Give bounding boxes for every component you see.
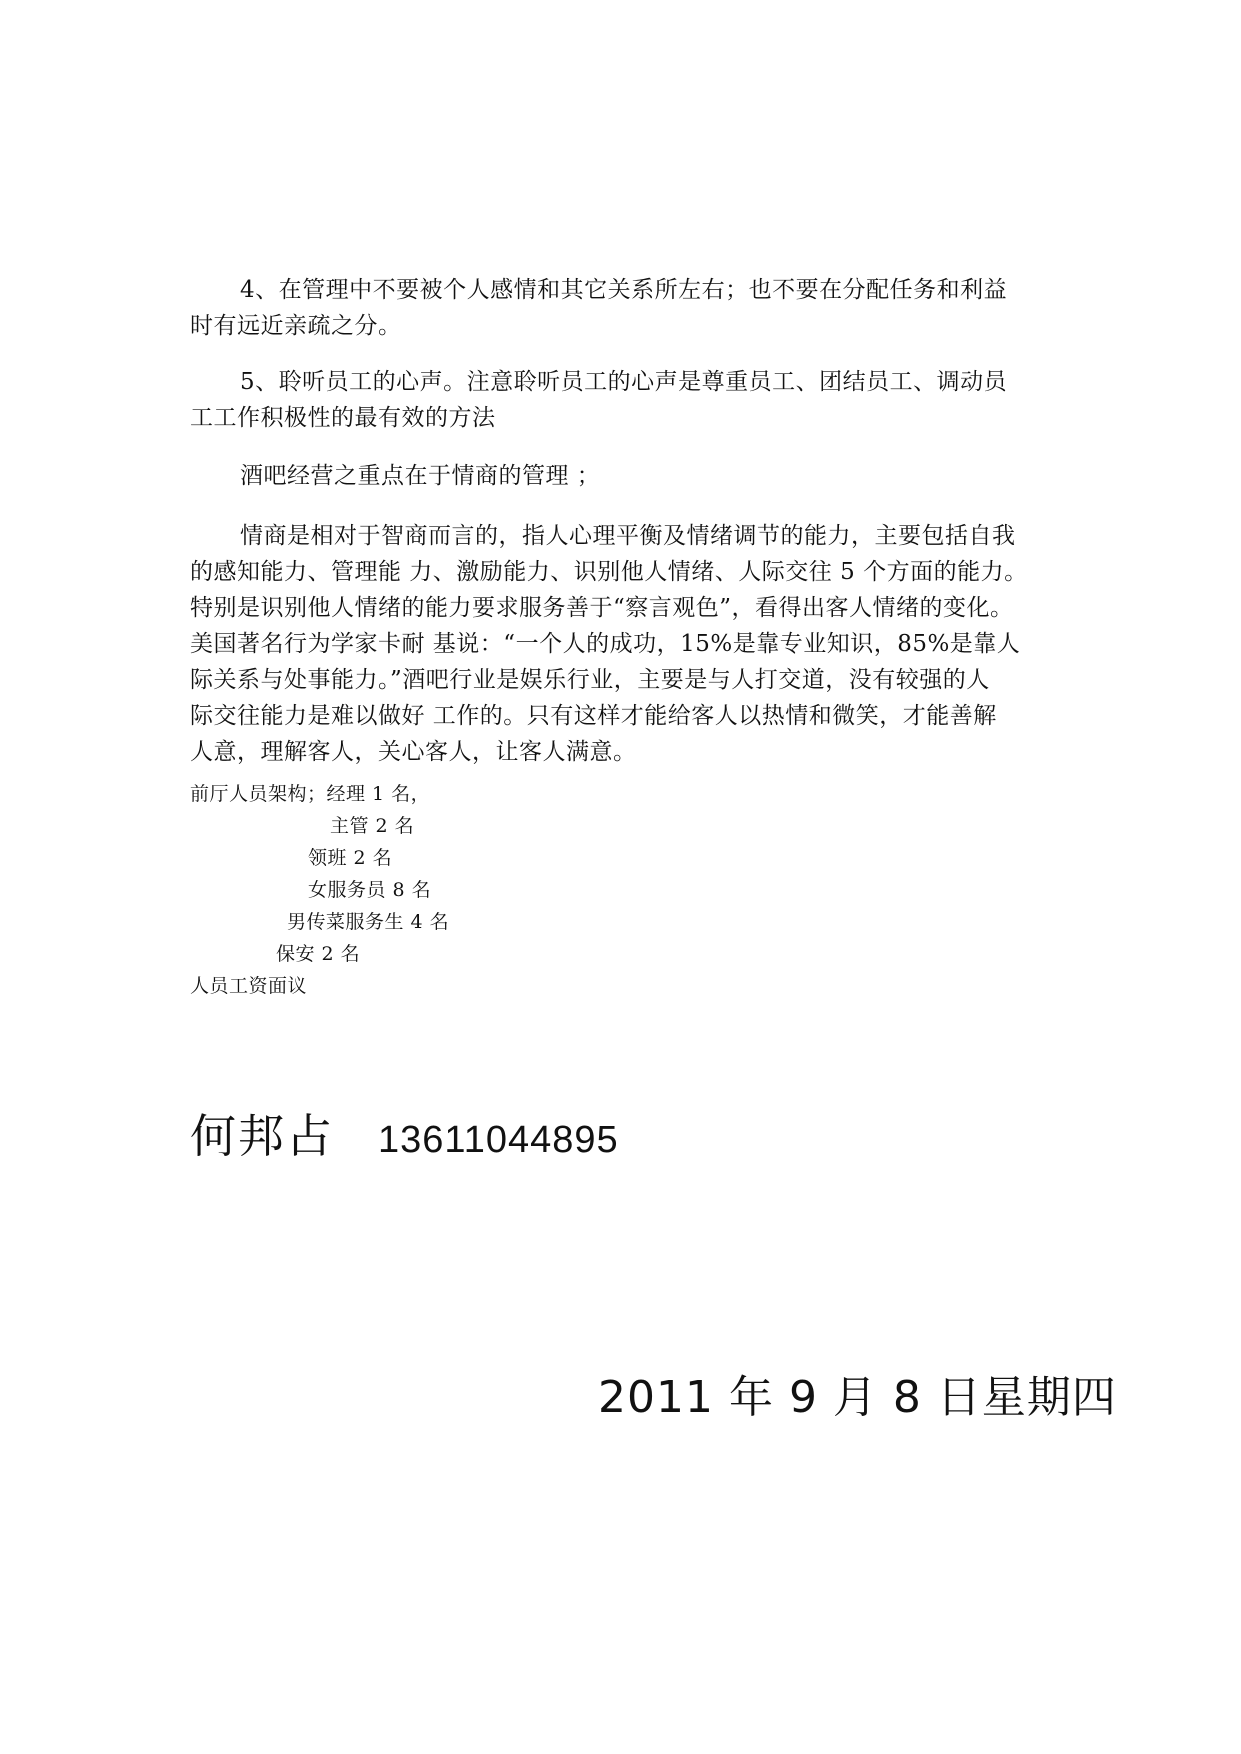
eq-heading-text: 酒吧经营之重点在于情商的管理 ；: [240, 463, 601, 489]
signature-phone: 13611044895: [378, 1119, 619, 1161]
signature: [190, 1108, 619, 1168]
eq-paragraph-line-6: 际交往能力是难以做好 工作的。只有这样才能给客人以热情和微笑，才能善解: [190, 703, 997, 729]
paragraph-4: [190, 272, 1055, 344]
paragraph-5-line-2: 工工作积极性的最有效的方法: [190, 405, 496, 431]
staff-item-food-runner: 男传菜服务生 4 名: [287, 911, 450, 933]
eq-paragraph-line-4: 美国著名行为学家卡耐 基说：“一个人的成功，15%是靠专业知识，85%是靠人: [190, 631, 1021, 657]
eq-paragraph-line-3: 特别是识别他人情绪的能力要求服务善于“察言观色”，看得出客人情绪的变化。: [190, 595, 1014, 621]
staff-item-team-leader: 领班 2 名: [308, 847, 393, 869]
paragraph-5: [190, 364, 1055, 436]
document-date: 2011 年 9 月 8 日星期四: [598, 1372, 1117, 1423]
staff-item-security: 保安 2 名: [276, 943, 361, 965]
eq-paragraph-line-2: 的感知能力、管理能 力、激励能力、识别他人情绪、人际交往 5 个方面的能力。: [190, 559, 1028, 585]
staff-item-waitress: 女服务员 8 名: [308, 879, 432, 901]
staff-item-supervisor: 主管 2 名: [330, 815, 415, 837]
eq-paragraph-line-5: 际关系与处事能力。”酒吧行业是娱乐行业，主要是与人打交道，没有较强的人: [190, 667, 990, 693]
signature-name: 何邦占: [190, 1109, 334, 1163]
eq-paragraph-line-7: 人意，理解客人，关心客人，让客人满意。: [190, 739, 637, 765]
paragraph-4-line-2: 时有远近亲疏之分。: [190, 313, 402, 339]
salary-note: 人员工资面议: [190, 975, 308, 997]
paragraph-5-line-1: 5、聆听员工的心声。注意聆听员工的心声是尊重员工、团结员工、调动员: [240, 369, 1008, 395]
eq-paragraph: [190, 518, 1055, 770]
eq-paragraph-line-1: 情商是相对于智商而言的，指人心理平衡及情绪调节的能力，主要包括自我: [240, 523, 1016, 549]
staff-structure-title: 前厅人员架构；经理 1 名，: [190, 783, 431, 805]
paragraph-4-line-1: 4、在管理中不要被个人感情和其它关系所左右；也不要在分配任务和利益: [240, 277, 1008, 303]
eq-heading: [190, 458, 1055, 494]
